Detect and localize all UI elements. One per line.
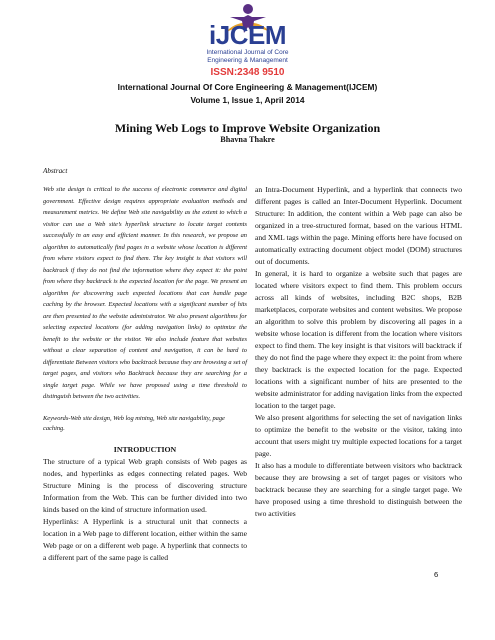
journal-masthead: [0, 0, 495, 132]
page-number: 6: [434, 570, 439, 579]
introduction-paragraph: The structure of a typical Web graph consists of Web pages as nodes, and hyperlinks as edges connecting related pages. Web Structure Mining is the process of discovering structure Information from the Web. This can be further divided into two kinds based on the kind of structure information used.: [43, 456, 247, 514]
logo-subtitle-line-1: International Journal of Core: [206, 49, 289, 56]
right-column: [255, 184, 462, 520]
journal-name: International Journal Of Core Engineering & Management(IJCEM): [117, 82, 378, 92]
body-paragraph: We also present algorithms for selecting the set of navigation links to optimize the benefit to the website or the visitor, taking into account that users might try multiple expected locations for a target page.: [255, 413, 462, 458]
paper-author: Bhavna Thakre: [220, 135, 275, 144]
body-paragraph: In general, it is hard to organize a website such that pages are located where visitors expect to find them. This problem occurs across all kinds of websites, including B2C shops, B2B marketplaces, corporate websites and content websites. We propose an algorithm to solve this problem by discovering all pages in a website whose location is different from the location where visitors expect to find them. The key insight is that visitors will backtrack if they do not find the page where they expect it: the point from where they backtrack is the expected location for the page. Expected locations with a significant number of hits are presented to the website administrator for adding navigation links from the expected location to the target page.: [255, 269, 462, 410]
journal-logo-text: iJCEM: [209, 20, 286, 50]
left-column: [43, 167, 247, 564]
abstract-text: Web site design is critical to the success of electronic commerce and digital government. Effective design requires appropriate evaluation methods and measurement metrics. We define Web site navigability as the extent to which a visitor can use a Web site’s hyperlink structure to locate target contents successfully in an easy and efficient manner. In this research, we propose an algorithm to automatically find pages in a website whose location is different from where visitors expect to find them. The key insight is that visitors will backtrack if they do not find the information where they expect it: the point from where they backtrack is the expected location for the page. We present an algorithm for discovering such expected locations that can handle page caching by the browser. Expected locations with a significant number of hits are then presented to the website administrator. We also present algorithms for selecting expected locations (for adding navigation links) to optimize the benefit to the website or the visitor. We also include feature that websites without a clear separation of content and navigation, it can be hard to differentiate Between visitors who backtrack because they are browsing a set of target pages, and visitors who Backtrack because they are searching for a single target page. While we have proposed using a time threshold to distinguish between the two activities.: [43, 186, 247, 400]
abstract-heading: Abstract: [43, 167, 68, 175]
journal-logo-subtitle: [0, 49, 495, 64]
issn-number: ISSN:2348 9510: [210, 67, 285, 78]
introduction-paragraph: Hyperlinks: A Hyperlink is a structural unit that connects a location in a Web page to different location, either within the same Web page or on a different web page. A hyperlink that connects to a different part of the same page is called: [43, 516, 247, 562]
body-paragraph: It also has a module to differentiate between visitors who backtrack because they are browsing a set of target pages or visitors who backtrack because they are searching for a single target page. We have proposed using a time threshold to distinguish between the two activities: [255, 461, 462, 518]
paper-title: Mining Web Logs to Improve Website Organization: [114, 121, 381, 135]
logo-subtitle-line-2: Engineering & Management: [207, 56, 288, 64]
keywords: Keywords-Web site design, Web log mining, Web site navigability, page caching.: [43, 414, 225, 432]
introduction-heading: INTRODUCTION: [113, 444, 177, 454]
body-paragraph: an Intra-Document Hyperlink, and a hyperlink that connects two different pages is called an Inter-Document Hyperlink. Document Structure: In addition, the content within a Web page can also be organized in a tree-structured format, based on the various HTML and XML tags within the page. Mining efforts here have focused on automatically extracting document object model (DOM) structures out of documents.: [255, 185, 462, 266]
journal-volume-issue: Volume 1, Issue 1, April 2014: [190, 95, 305, 105]
